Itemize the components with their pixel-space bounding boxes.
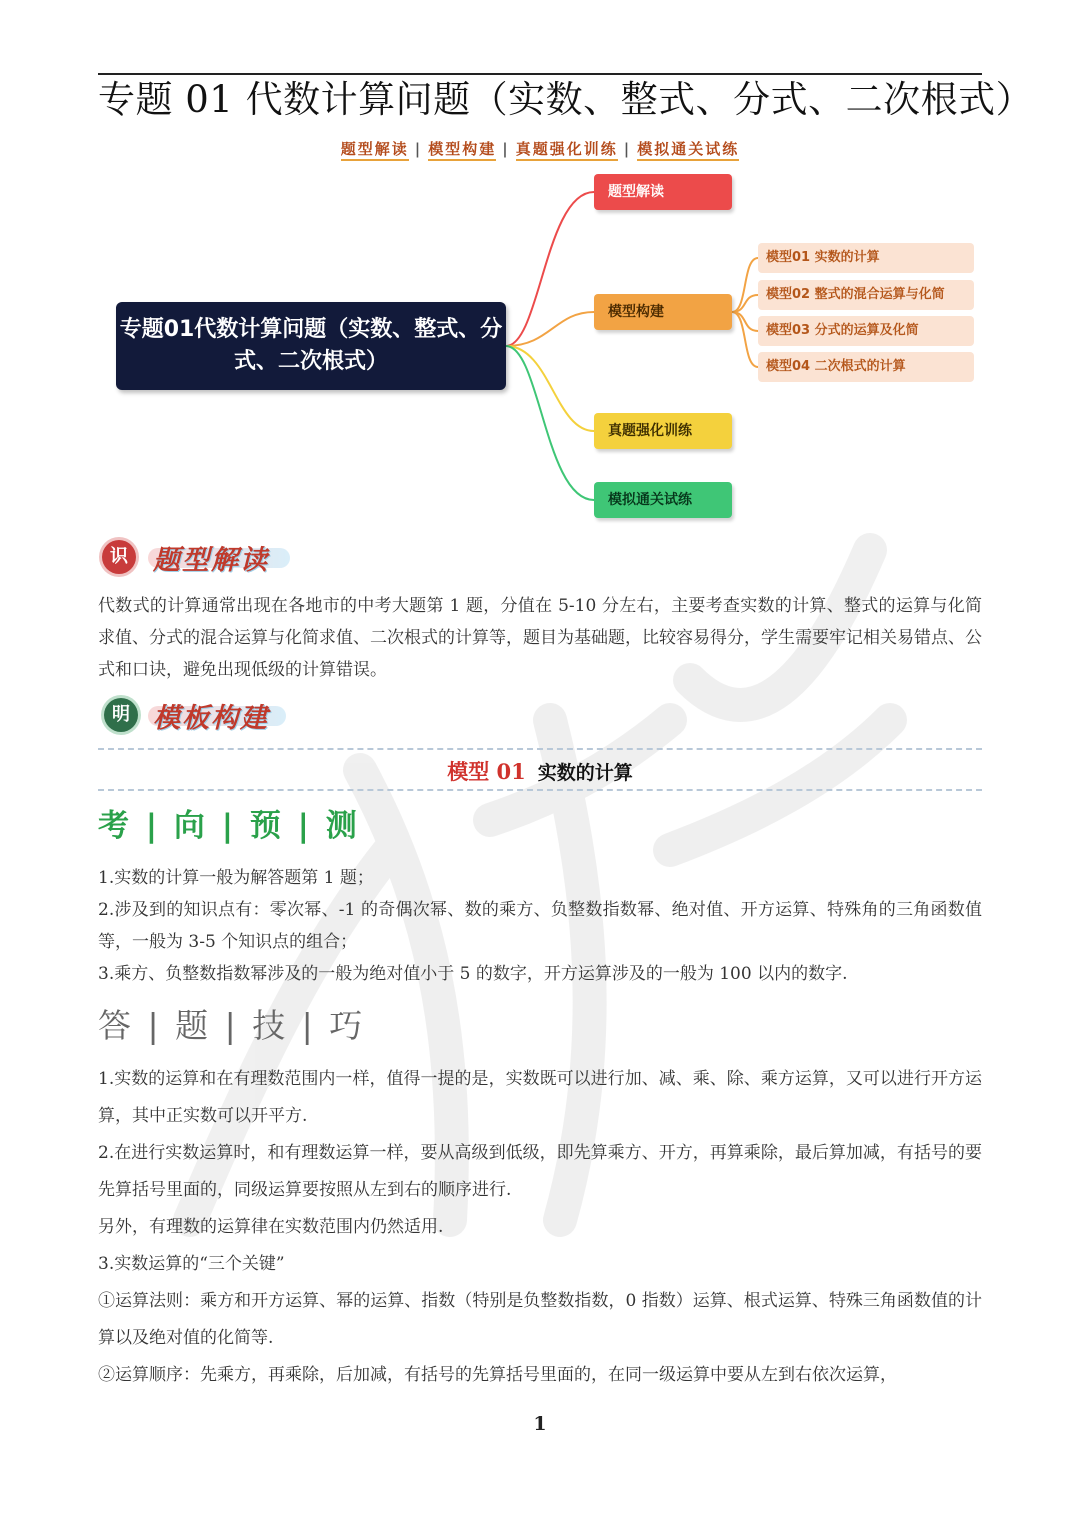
model-name: 实数的计算 <box>537 762 633 784</box>
mindmap-branch-jiedu[interactable]: 题型解读 <box>594 174 732 210</box>
intro-paragraph: 代数式的计算通常出现在各地市的中考大题第 1 题，分值在 5-10 分左右，主要考查实数的计算、整式的运算与化简求值、分式的混合运算与化简求值、二次根式的计算等，题目为基础题，比较容易得分，学生需要牢记相关易错点、公式和口诀，避免出现低级的计算错误。 <box>98 596 982 680</box>
list-item: 1.实数的运算和在有理数范围内一样，值得一提的是，实数既可以进行加、减、乘、除、乘方运算，又可以进行开方运算，其中正实数可以开平方. <box>98 1069 982 1126</box>
nav-item-moni[interactable]: 模拟通关试练 <box>637 140 739 161</box>
list-item: 3.实数运算的“三个关键” <box>98 1254 285 1274</box>
list-item: 2.涉及到的知识点有：零次幂、-1 的奇偶次幂、数的乘方、负整数指数幂、绝对值、开方运算、特殊角的三角函数值等，一般为 3-5 个知识点的组合； <box>98 900 982 952</box>
mindmap-leaf-model04[interactable]: 模型04 二次根式的计算 <box>758 352 974 382</box>
divider-top <box>98 748 982 750</box>
section-nav: 题型解读 | 模型构建 | 真题强化训练 | 模拟通关试练 <box>0 138 1080 159</box>
divider-bottom <box>98 789 982 791</box>
skills-heading: 答 | 题 | 技 | 巧 <box>98 1006 366 1045</box>
list-item: 3.乘方、负整数指数幂涉及的一般为绝对值小于 5 的数字，开方运算涉及的一般为 100 以内的数字. <box>98 964 848 984</box>
section-badge-icon: 明 <box>104 698 138 732</box>
mindmap-branch-zhenti[interactable]: 真题强化训练 <box>594 413 732 449</box>
nav-item-goujian[interactable]: 模型构建 <box>428 140 496 161</box>
list-item: 2.在进行实数运算时，和有理数运算一样，要从高级到低级，即先算乘方、开方，再算乘除，最后算加减，有括号的要先算括号里面的，同级运算要按照从左到右的顺序进行. <box>98 1143 982 1200</box>
mindmap-leaf-model03[interactable]: 模型03 分式的运算及化简 <box>758 316 974 346</box>
model-title <box>0 756 1080 786</box>
section-heading-goujian: 模板构建 <box>153 703 269 734</box>
mindmap-branch-moni[interactable]: 模拟通关试练 <box>594 482 732 518</box>
mindmap-leaf-model01[interactable]: 模型01 实数的计算 <box>758 243 974 273</box>
nav-item-zhenti[interactable]: 真题强化训练 <box>516 140 618 161</box>
mindmap-root: 专题01代数计算问题（实数、整式、分式、二次根式） <box>116 302 506 390</box>
list-item: ①运算法则：乘方和开方运算、幂的运算、指数（特别是负整数指数，0 指数）运算、根式运算、特殊三角函数值的计算以及绝对值的化简等. <box>98 1291 982 1348</box>
page-number: 1 <box>533 1413 547 1435</box>
list-item: ②运算顺序：先乘方，再乘除，后加减，有括号的先算括号里面的，在同一级运算中要从左到右依次运算， <box>98 1365 897 1385</box>
nav-item-jiedu[interactable]: 题型解读 <box>341 140 409 161</box>
model-number: 模型 01 <box>447 759 526 784</box>
forecast-list <box>98 862 982 990</box>
forecast-heading: 考 | 向 | 预 | 测 <box>98 808 360 844</box>
page-title: 专题 01 代数计算问题（实数、整式、分式、二次根式） <box>98 78 1034 121</box>
mindmap-branch-goujian[interactable]: 模型构建 <box>594 294 732 330</box>
list-item: 另外，有理数的运算律在实数范围内仍然适用. <box>98 1217 444 1237</box>
title-rule <box>98 73 982 75</box>
list-item: 1.实数的计算一般为解答题第 1 题； <box>98 868 374 888</box>
section-badge-icon: 识 <box>102 540 136 574</box>
skills-list <box>98 1061 982 1394</box>
mindmap-leaf-model02[interactable]: 模型02 整式的混合运算与化简 <box>758 280 974 310</box>
section-heading-jiedu: 题型解读 <box>153 545 269 576</box>
